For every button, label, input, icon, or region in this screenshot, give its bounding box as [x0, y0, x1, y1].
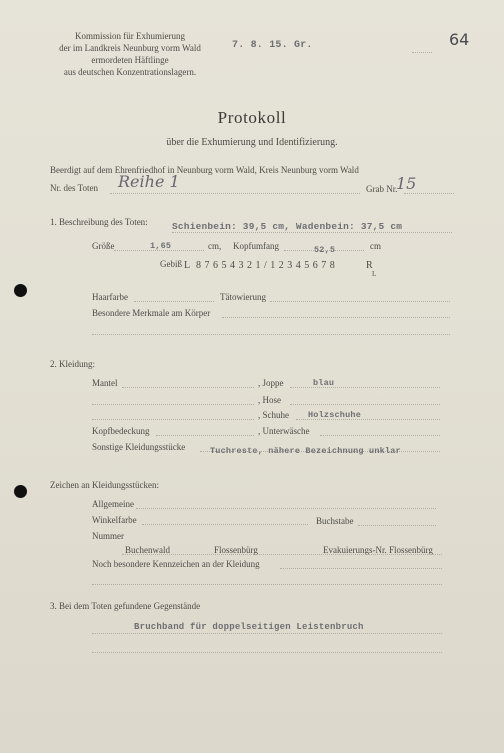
merkmale-line — [222, 317, 450, 318]
schuhe-value: Holzschuhe — [308, 410, 362, 420]
typed-date: 7. 8. 15. Gr. — [232, 40, 313, 51]
gebiss-R: R — [366, 260, 373, 271]
schuhe-label: , Schuhe — [258, 410, 289, 420]
haarfarbe-label: Haarfarbe — [92, 292, 128, 302]
mantel-label: Mantel — [92, 378, 118, 388]
nummer-line — [122, 554, 442, 555]
kennzeichen-line — [280, 568, 442, 569]
allgemeine-line — [136, 508, 436, 509]
gebiss-numbers: 8 7 6 5 4 3 2 1 / 1 2 3 4 5 6 7 8 — [196, 260, 336, 271]
hose-line — [290, 404, 440, 405]
evak-label: Evakuierungs-Nr. Flossenbürg — [323, 545, 433, 555]
burial-text: Beerdigt auf dem Ehrenfriedhof in Neunburg vorm Wald, Kreis Neunburg vorm Wald — [50, 165, 359, 175]
cm1-label: cm, — [208, 241, 222, 251]
gebiss-label: Gebiß — [160, 259, 182, 269]
org-line-1: Kommission für Exhumierung — [75, 31, 185, 41]
org-line-4: aus deutschen Konzentrationslagern. — [63, 67, 197, 77]
gebiss-L2: L — [372, 270, 377, 278]
sonstige-label: Sonstige Kleidungsstücke — [92, 442, 186, 452]
org-line-3: ermordeten Häftlinge — [91, 55, 169, 65]
section3-line-2 — [92, 652, 442, 653]
flossenbuerg-label: Flossenbürg — [214, 545, 258, 555]
taetowierung-line — [270, 301, 450, 302]
grab-value: 15 — [396, 174, 417, 193]
kopf-label: Kopfumfang — [233, 241, 279, 251]
org-line-2: der im Landkreis Neunburg vorm Wald — [59, 43, 201, 53]
allgemeine-label: Allgemeine — [92, 499, 134, 509]
merkmale-label: Besondere Merkmale am Körper — [92, 308, 211, 318]
taetowierung-label: Tätowierung — [220, 292, 266, 302]
toter-line — [110, 193, 360, 194]
unterwaesche-line — [320, 435, 440, 436]
section3-heading: 3. Bei dem Toten gefundene Gegenstände — [50, 601, 201, 611]
winkelfarbe-line — [142, 524, 308, 525]
section1-description-line — [172, 232, 452, 233]
hose-line-left — [92, 404, 254, 405]
section2-heading: 2. Kleidung: — [50, 359, 95, 369]
kopf-value: 52,5 — [314, 245, 336, 255]
section1-description: Schienbein: 39,5 cm, Wadenbein: 37,5 cm — [172, 221, 403, 232]
schuhe-line-left — [92, 419, 254, 420]
nummer-label: Nummer — [92, 531, 124, 541]
page-subtitle: über die Exhumierung und Identifizierung. — [166, 137, 338, 148]
unterwaesche-label: , Unterwäsche — [258, 426, 310, 436]
grab-label: Grab Nr. — [366, 184, 398, 194]
kopfbedeckung-line — [156, 435, 254, 436]
zeichen-heading: Zeichen an Kleidungsstücken: — [50, 480, 159, 490]
groesse-value: 1,65 — [150, 241, 172, 251]
winkelfarbe-label: Winkelfarbe — [92, 515, 137, 525]
buchstabe-label: Buchstabe — [316, 516, 354, 526]
section3-line — [92, 633, 442, 634]
section1-heading: 1. Beschreibung des Toten: — [50, 217, 148, 227]
toter-value: Reihe 1 — [118, 172, 180, 191]
sonstige-value: Tuchreste, nähere Bezeichnung unklar — [210, 446, 401, 456]
merkmale-line-2 — [92, 334, 450, 335]
cm2-label: cm — [370, 241, 381, 251]
punch-hole-top — [14, 284, 27, 297]
groesse-label: Größe — [92, 241, 115, 251]
kennzeichen-label: Noch besondere Kennzeichen an der Kleidung — [92, 559, 260, 569]
mantel-line — [122, 387, 254, 388]
gebiss-L: L — [184, 260, 191, 271]
kennzeichen-line-2 — [92, 584, 442, 585]
section3-value: Bruchband für doppelseitigen Leistenbruch — [134, 622, 364, 632]
punch-hole-bottom — [14, 485, 27, 498]
joppe-value: blau — [313, 378, 335, 388]
buchenwald-label: Buchenwald — [125, 545, 170, 555]
toter-label: Nr. des Toten — [50, 183, 98, 193]
header-dash-line — [412, 52, 432, 53]
hose-label: , Hose — [258, 395, 281, 405]
haarfarbe-line — [134, 301, 214, 302]
page-title: Protokoll — [217, 108, 287, 127]
page-number: 64 — [449, 30, 470, 49]
grab-line — [404, 193, 454, 194]
buchstabe-line — [358, 525, 436, 526]
kopfbedeckung-label: Kopfbedeckung — [92, 426, 150, 436]
joppe-label: , Joppe — [258, 378, 284, 388]
